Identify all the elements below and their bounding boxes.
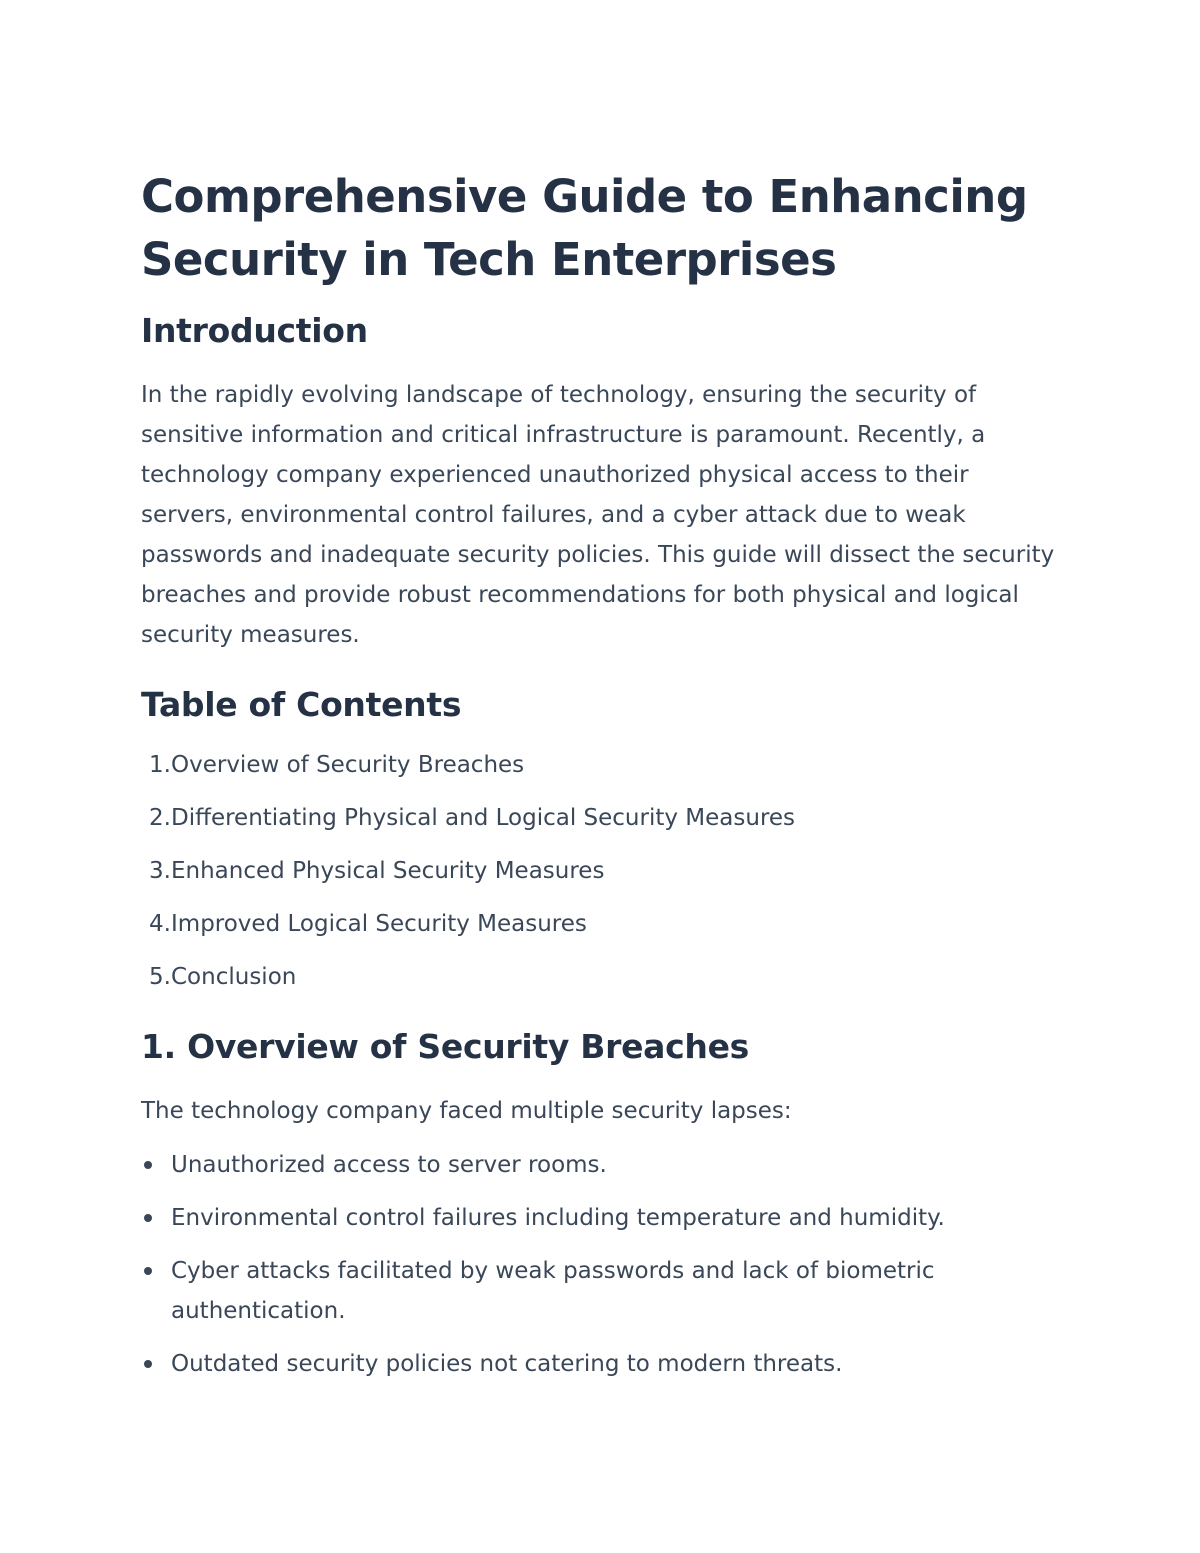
bullet-icon [144, 1214, 152, 1222]
toc-item-number: 2. [149, 805, 171, 831]
toc-item-label: Differentiating Physical and Logical Security Measures [171, 805, 796, 831]
list-item-text: Unauthorized access to server rooms. [171, 1152, 607, 1178]
toc-item-label: Conclusion [171, 964, 297, 990]
breach-list [141, 1145, 1061, 1384]
toc-item [141, 851, 1061, 891]
overview-lead: The technology company faced multiple security lapses: [141, 1098, 792, 1124]
bullet-icon [144, 1267, 152, 1275]
document-page [141, 165, 1061, 1397]
toc-item-label: Overview of Security Breaches [171, 752, 525, 778]
toc-item [141, 798, 1061, 838]
toc-item-number: 3. [149, 858, 171, 884]
toc-item-number: 4. [149, 911, 171, 937]
toc-item-label: Enhanced Physical Security Measures [171, 858, 605, 884]
toc-heading: Table of Contents [141, 685, 462, 724]
list-item-text: Environmental control failures including temperature and humidity. [171, 1205, 945, 1231]
toc-item-label: Improved Logical Security Measures [171, 911, 587, 937]
list-item [141, 1198, 1061, 1238]
bullet-icon [144, 1360, 152, 1368]
list-item [141, 1251, 1061, 1331]
list-item-text: Cyber attacks facilitated by weak passwords and lack of biometric authentication. [171, 1258, 935, 1324]
overview-heading: 1. Overview of Security Breaches [141, 1027, 750, 1066]
table-of-contents [141, 745, 1061, 997]
list-item [141, 1145, 1061, 1185]
bullet-icon [144, 1161, 152, 1169]
toc-item [141, 745, 1061, 785]
toc-item-number: 5. [149, 964, 171, 990]
introduction-paragraph: In the rapidly evolving landscape of technology, ensuring the security of sensitive information and critical infrastructure is paramount. Recently, a technology company experienced unauthorized physical access to their servers, environmental control failures, and a cyber attack due to weak passwords and inadequate security policies. This guide will dissect the security breaches and provide robust recommendations for both physical and logical security measures. [141, 382, 1055, 648]
document-title: Comprehensive Guide to Enhancing Security in Tech Enterprises [141, 170, 1028, 286]
introduction-heading: Introduction [141, 311, 368, 350]
list-item [141, 1344, 1061, 1384]
toc-item-number: 1. [149, 752, 171, 778]
toc-item [141, 957, 1061, 997]
list-item-text: Outdated security policies not catering to modern threats. [171, 1351, 843, 1377]
toc-item [141, 904, 1061, 944]
